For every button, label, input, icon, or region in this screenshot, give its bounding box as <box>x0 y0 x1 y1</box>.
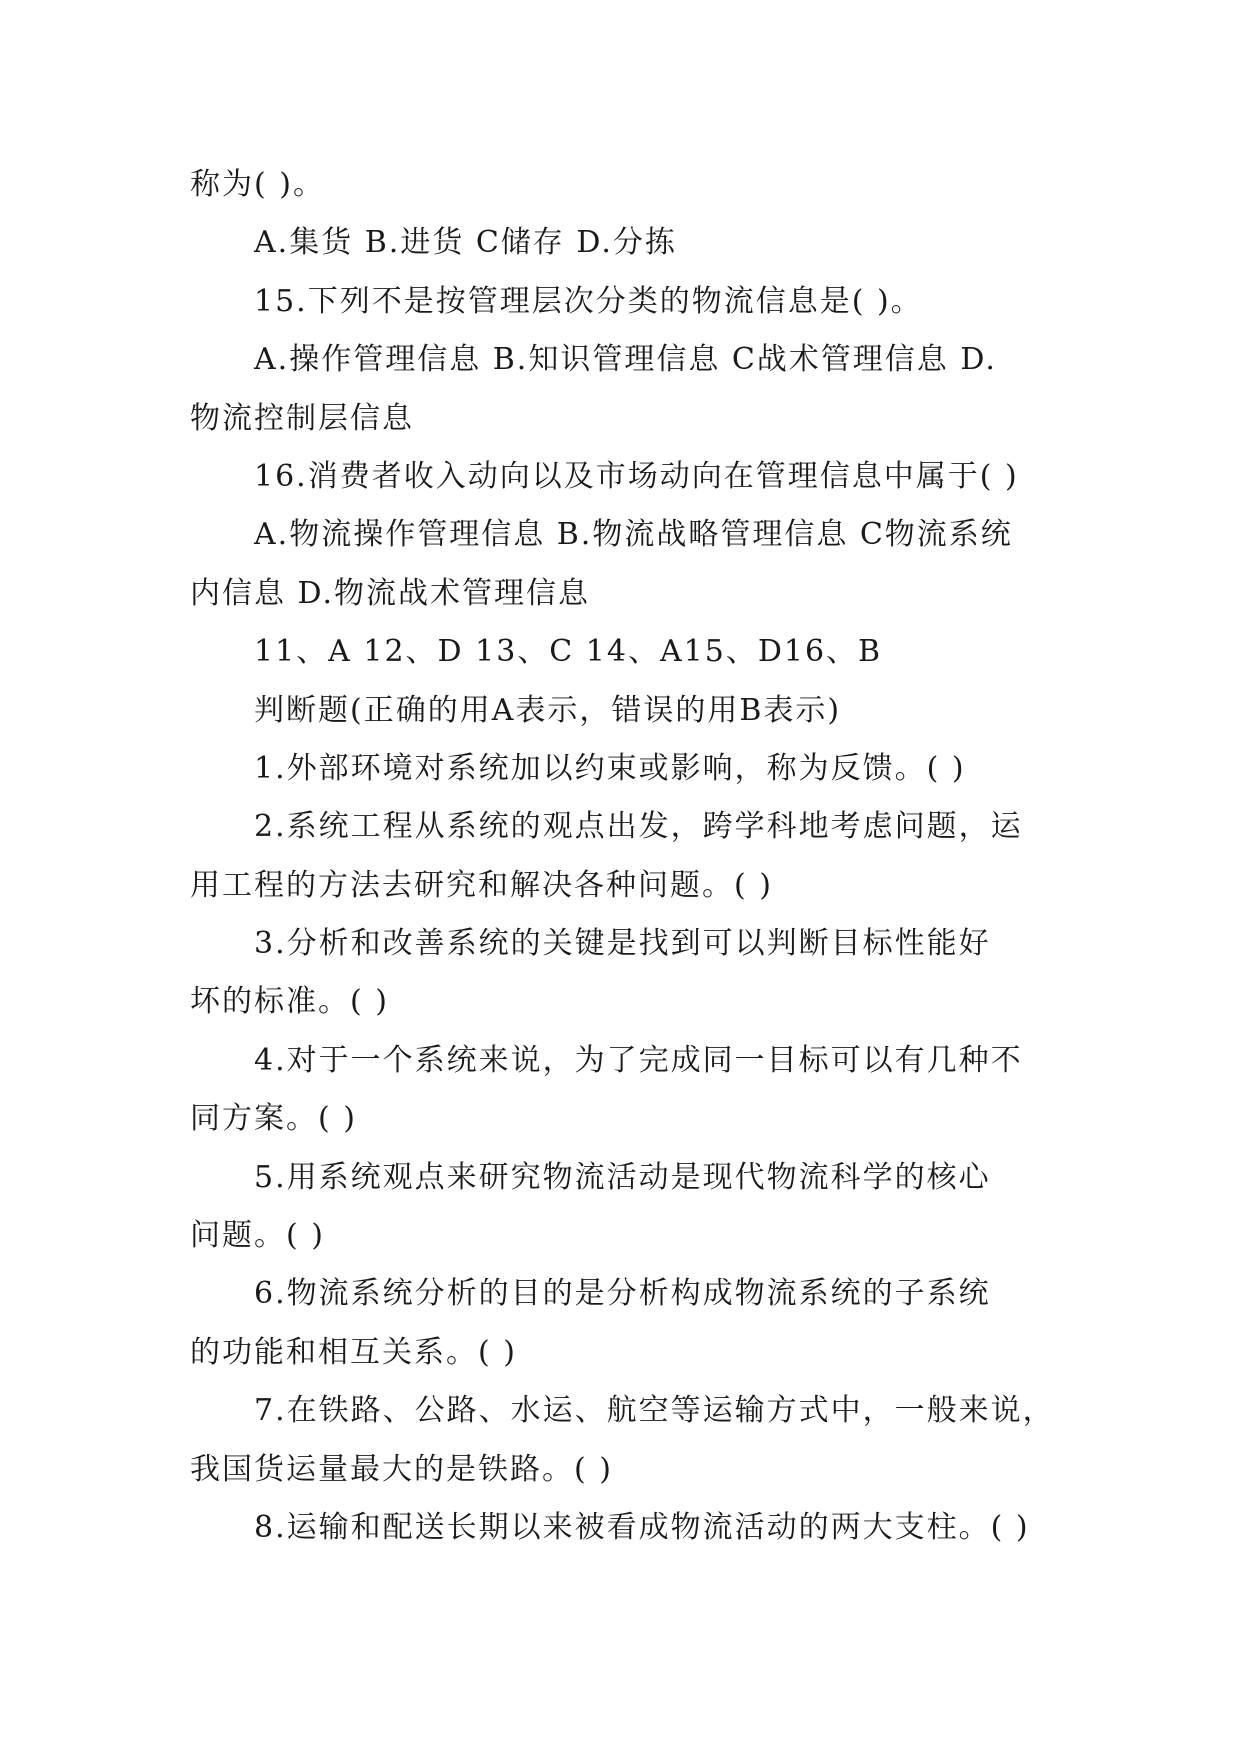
text-line: A.操作管理信息 B.知识管理信息 C战术管理信息 D. <box>254 342 997 378</box>
text-line: 11、A 12、D 13、C 14、A15、D16、B <box>254 634 883 670</box>
text-line: A.集货 B.进货 C储存 D.分拣 <box>254 225 677 261</box>
text-line: 5.用系统观点来研究物流活动是现代物流科学的核心 <box>254 1159 991 1195</box>
text-line: 判断题(正确的用A表示，错误的用B表示) <box>254 692 842 728</box>
text-line: 7.在铁路、公路、水运、航空等运输方式中，一般来说， <box>254 1393 1055 1429</box>
text-line: 同方案。( ) <box>190 1101 357 1137</box>
text-line: 的功能和相互关系。( ) <box>190 1334 517 1370</box>
text-line: 问题。( ) <box>190 1218 325 1254</box>
text-line: 3.分析和改善系统的关键是找到可以判断目标性能好 <box>254 926 991 962</box>
document-body <box>190 156 1055 1557</box>
text-line: 1.外部环境对系统加以约束或影响，称为反馈。( ) <box>254 750 966 786</box>
text-line: 物流控制层信息 <box>190 400 414 436</box>
text-line: 4.对于一个系统来说，为了完成同一目标可以有几种不 <box>254 1042 1023 1078</box>
text-line: 内信息 D.物流战术管理信息 <box>190 575 591 611</box>
text-line: 称为( )。 <box>190 167 325 202</box>
text-line: 2.系统工程从系统的观点出发，跨学科地考虑问题，运 <box>254 809 1023 845</box>
text-line: 6.物流系统分析的目的是分析构成物流系统的子系统 <box>254 1276 991 1312</box>
text-line: 用工程的方法去研究和解决各种问题。( ) <box>190 867 773 903</box>
text-line: A.物流操作管理信息 B.物流战略管理信息 C物流系统 <box>254 517 1013 553</box>
text-line: 我国货运量最大的是铁路。( ) <box>190 1451 613 1487</box>
text-line: 坏的标准。( ) <box>190 984 389 1020</box>
text-line: 15.下列不是按管理层次分类的物流信息是( )。 <box>254 283 923 319</box>
text-line: 8.运输和配送长期以来被看成物流活动的两大支柱。( ) <box>254 1509 1030 1545</box>
text-line: 16.消费者收入动向以及市场动向在管理信息中属于( ) <box>254 458 1019 494</box>
